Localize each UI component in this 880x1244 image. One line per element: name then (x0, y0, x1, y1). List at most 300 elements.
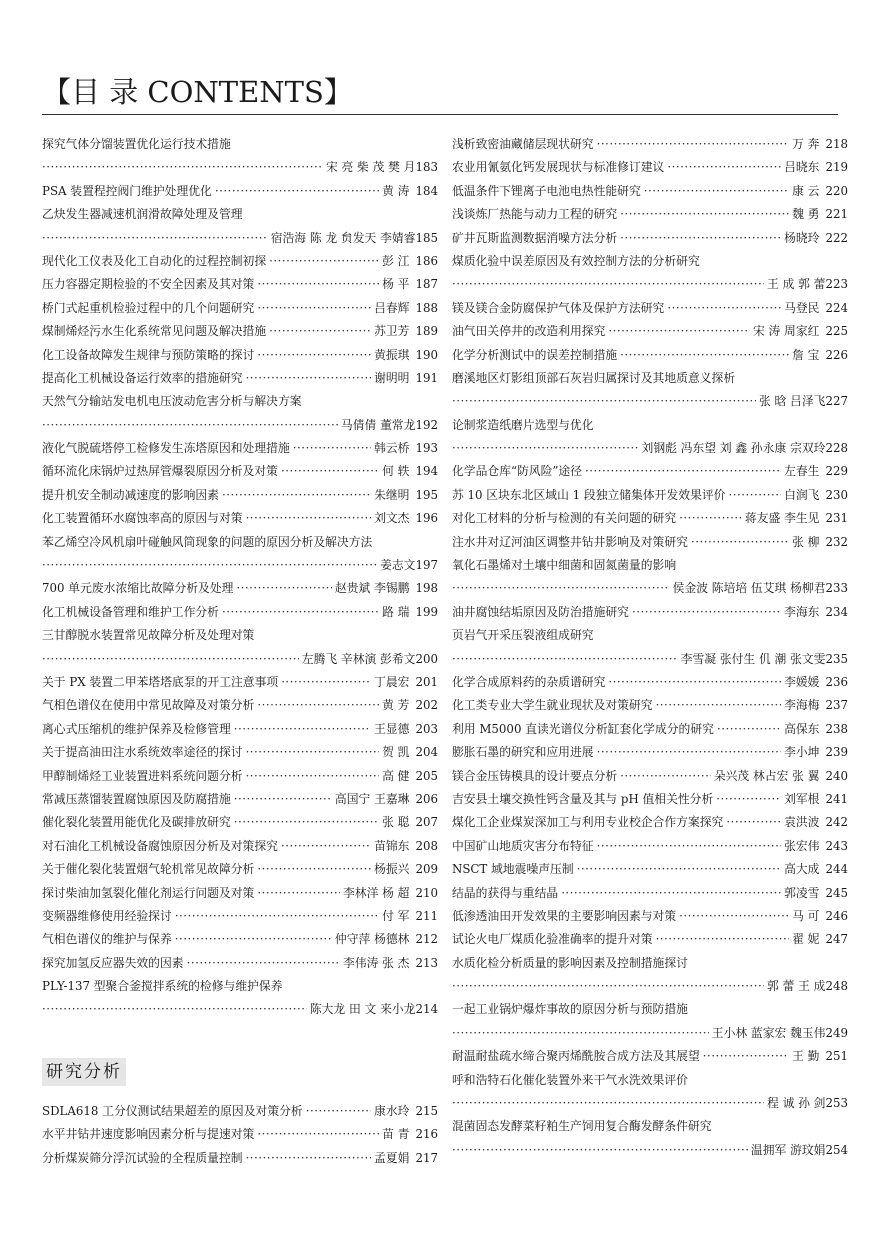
toc-entry-page: 207 (415, 815, 438, 830)
toc-entry-title: 循环流化床锅炉过热屏管爆裂原因分析及对策 (42, 464, 278, 479)
toc-entry-page: 229 (825, 464, 848, 479)
toc-entry-title: 对化工材料的分析与检测的有关问题的研究 (452, 511, 677, 526)
toc-entry (452, 694, 848, 717)
toc-entry-title: 探究气体分馏装置优化运行技术措施 (42, 137, 231, 151)
toc-entry-title: 耐温耐盐疏水缔合聚丙烯酰胺合成方法及其展望 (452, 1049, 700, 1064)
toc-entry (42, 905, 438, 928)
toc-entry-author-line (452, 577, 848, 600)
toc-entry-title-line (452, 414, 848, 437)
leader-dots (679, 507, 742, 530)
toc-entry-authors: 苗锦东 (374, 838, 410, 853)
toc-entry (452, 811, 848, 834)
leader-dots (452, 1092, 764, 1115)
toc-entry-title: 低渗透油田开发效果的主要影响因素与对策 (452, 908, 677, 923)
toc-entry-title: 油井腐蚀结垢原因及防治措施研究 (452, 604, 629, 619)
toc-entry-page: 197 (415, 558, 438, 573)
toc-entry (42, 297, 438, 320)
toc-entry (42, 718, 438, 741)
toc-entry-title: 结晶的获得与重结晶 (452, 885, 559, 900)
toc-entry-authors: 杨 平 (382, 277, 410, 292)
leader-dots (691, 531, 789, 554)
toc-entry-authors: 高 健 (382, 768, 410, 783)
toc-entry-page: 187 (415, 277, 438, 292)
toc-entry-page: 186 (415, 253, 438, 268)
leader-dots (175, 905, 379, 928)
toc-entry-page: 231 (825, 511, 848, 526)
toc-entry-authors: 赵贵斌 李锡鹏 (334, 581, 410, 596)
toc-entry-authors: 李林洋 杨 超 (342, 885, 410, 900)
toc-entry-authors: 杨晓玲 (784, 230, 820, 245)
toc-entry-page: 185 (415, 230, 438, 245)
leader-dots (452, 648, 678, 671)
toc-entry-authors: 张 晗 吕泽飞 (758, 394, 826, 409)
toc-entry-title: 化工类专业大学生就业现状及对策研究 (452, 698, 653, 713)
toc-entry-page: 234 (825, 604, 848, 619)
toc-entry-page: 190 (415, 347, 438, 362)
toc-entry-title: 提高化工机械设备运行效率的措施研究 (42, 370, 243, 385)
leader-dots (175, 928, 332, 951)
toc-entry-author-line (452, 975, 848, 998)
leader-dots (234, 811, 379, 834)
section-heading: 研究分析 (42, 1058, 126, 1086)
toc-entry-title: 关于 PX 装置二甲苯塔塔底泵的开工注意事项 (42, 674, 279, 689)
toc-entry-authors: 何 轶 (382, 464, 410, 479)
toc-entry-page: 200 (415, 651, 438, 666)
toc-entry (42, 765, 438, 788)
toc-list-left-bottom (42, 1100, 438, 1170)
toc-entry-authors: 刘文杰 (374, 511, 410, 526)
toc-entry-page: 189 (415, 324, 438, 339)
toc-entry-authors: 朱继明 (374, 487, 410, 502)
toc-entry (452, 741, 848, 764)
toc-entry-page: 213 (415, 955, 438, 970)
toc-entry-page: 210 (415, 885, 438, 900)
toc-entry-page: 242 (825, 815, 848, 830)
leader-dots (257, 694, 379, 717)
toc-entry-title: 煤质化验中误差原因及有效控制方法的分析研究 (452, 253, 700, 268)
toc-entry-author-line (452, 648, 848, 671)
toc-entry-authors: 孟夏娟 (374, 1150, 410, 1165)
toc-entry-authors: 左腾飞 辛林演 彭希文 (301, 651, 416, 666)
toc-entry-authors: 蒋友盛 李生见 (744, 511, 820, 526)
toc-entry-authors: 李海梅 (784, 698, 820, 713)
toc-entry (452, 718, 848, 741)
toc-entry-title: 现代化工仪表及化工自动化的过程控制初探 (42, 253, 267, 268)
toc-entry-title: 混菌固态发酵菜籽粕生产饲用复合酶发酵条件研究 (452, 1119, 712, 1134)
toc-entry-title: 气相色谱仪的维护与保养 (42, 932, 172, 947)
toc-entry (452, 671, 848, 694)
leader-dots (620, 227, 781, 250)
toc-entry-page: 184 (415, 183, 438, 198)
toc-entry-authors: 袁洪波 (784, 815, 820, 830)
toc-entry-page: 188 (415, 300, 438, 315)
leader-dots (236, 577, 331, 600)
toc-entry (452, 180, 848, 203)
toc-entry-page: 228 (825, 441, 848, 456)
toc-entry-author-line (452, 1022, 848, 1045)
toc-entry-title: 气相色谱仪在使用中常见故障及对策分析 (42, 698, 255, 713)
toc-entry-authors: 贺 凯 (382, 745, 410, 760)
toc-entry-page: 192 (415, 417, 438, 432)
toc-entry (452, 858, 848, 881)
toc-entry (42, 601, 438, 624)
toc-column-left (42, 133, 438, 1022)
toc-entry-authors: 李小坤 (784, 745, 820, 760)
toc-entry-title: 化学合成原料药的杂质谱研究 (452, 674, 606, 689)
toc-entry (42, 741, 438, 764)
toc-entry-authors: 谢明明 (374, 370, 410, 385)
toc-entry (452, 601, 848, 624)
toc-entry (42, 484, 438, 507)
toc-entry-title: 中国矿山地质灾害分布特征 (452, 838, 594, 853)
toc-entry (42, 788, 438, 811)
toc-entry-page: 251 (825, 1049, 848, 1064)
toc-entry-authors: 左春生 (784, 464, 820, 479)
leader-dots (656, 694, 782, 717)
leader-dots (577, 858, 781, 881)
toc-entry-authors: 张 柳 (792, 534, 820, 549)
toc-entry-authors: 彭 江 (382, 253, 410, 268)
toc-entry (42, 180, 438, 203)
toc-entry-title: 苯乙烯空冷风机扇叶碰触风筒现象的问题的原因分析及解决方法 (42, 534, 373, 549)
toc-entry-page: 216 (415, 1127, 438, 1142)
toc-entry-page: 235 (825, 651, 848, 666)
toc-entry-title-line (452, 1115, 848, 1138)
leader-dots (281, 460, 379, 483)
toc-entry (452, 531, 848, 554)
toc-entry-title: 油气田关停井的改造利用探究 (452, 324, 606, 339)
toc-entry-authors: 苏卫芳 (374, 324, 410, 339)
toc-entry (42, 882, 438, 905)
toc-entry (42, 1123, 438, 1146)
toc-entry-title: 化工装置循环水腐蚀率高的原因与对策 (42, 511, 243, 526)
page-title: 【目 录 CONTENTS】 (42, 75, 353, 109)
toc-entry (42, 273, 438, 296)
toc-entry (42, 1100, 438, 1123)
leader-dots (42, 554, 377, 577)
toc-entry (42, 320, 438, 343)
toc-entry-title-line (452, 554, 848, 577)
toc-entry (42, 694, 438, 717)
toc-entry-authors: 李海东 (784, 604, 820, 619)
toc-entry-authors: 温拥军 游玟娟 (750, 1142, 826, 1157)
toc-entry-page: 222 (825, 230, 848, 245)
toc-entry-author-line (452, 273, 848, 296)
toc-entry-page: 225 (825, 324, 848, 339)
toc-entry-page: 219 (825, 160, 848, 175)
toc-entry-page: 249 (825, 1025, 848, 1040)
toc-entry-authors: 宋 涛 周家红 (752, 324, 820, 339)
toc-entry-title: 提升机安全制动减速度的影响因素 (42, 487, 219, 502)
toc-entry (452, 297, 848, 320)
toc-entry-page: 198 (415, 581, 438, 596)
toc-entry (452, 928, 848, 951)
toc-entry-page: 208 (415, 838, 438, 853)
toc-entry (452, 227, 848, 250)
toc-entry (452, 788, 848, 811)
toc-entry-page: 233 (825, 581, 848, 596)
toc-entry-title: 利用 M5000 直读光谱仪分析缸套化学成分的研究 (452, 721, 714, 736)
toc-entry-title: 浅谈炼厂热能与动力工程的研究 (452, 207, 618, 222)
toc-entry-page: 254 (825, 1142, 848, 1157)
toc-entry-title: 化工机械设备管理和维护工作分析 (42, 604, 219, 619)
leader-dots (703, 1045, 789, 1068)
toc-entry-title: 氧化石墨烯对土壤中细菌和固氮菌量的影响 (452, 558, 677, 573)
toc-entry-page: 241 (825, 791, 848, 806)
toc-entry-title: PSA 装置程控阀门维护处理优化 (42, 183, 212, 198)
toc-entry-authors: 程 诚 孙 剑 (767, 1096, 826, 1111)
toc-entry-page: 217 (415, 1150, 438, 1165)
toc-entry-page: 243 (825, 838, 848, 853)
leader-dots (293, 437, 371, 460)
toc-entry-title: 压力容器定期检验的不安全因素及其对策 (42, 277, 255, 292)
toc-entry (42, 928, 438, 951)
toc-column-right (452, 133, 848, 1162)
toc-entry-page: 209 (415, 862, 438, 877)
toc-entry-authors: 王 成 郭 蕾 (767, 277, 826, 292)
toc-entry-page: 224 (825, 300, 848, 315)
leader-dots (728, 484, 781, 507)
toc-entry-authors: 翟 妮 (792, 932, 820, 947)
toc-entry-title: 探讨柴油加氢裂化催化剂运行问题及对策 (42, 885, 255, 900)
leader-dots (246, 367, 372, 390)
toc-entry-page: 194 (415, 464, 438, 479)
toc-entry-authors: 宋 亮 柴 茂 樊 月 (325, 160, 416, 175)
toc-entry-authors: 张 聪 (382, 815, 410, 830)
toc-entry (452, 344, 848, 367)
toc-entry-page: 206 (415, 791, 438, 806)
toc-entry-authors: 宿浩海 陈 龙 贠发天 李婧睿 (270, 230, 416, 245)
toc-entry-author-line (42, 648, 438, 671)
toc-entry-page: 223 (825, 277, 848, 292)
leader-dots (234, 718, 371, 741)
toc-entry (42, 367, 438, 390)
toc-entry-page: 218 (825, 137, 848, 151)
toc-entry-authors: 陈大龙 田 文 来小龙 (309, 1002, 416, 1017)
toc-entry-authors: 吕晓东 (784, 160, 820, 175)
toc-entry (42, 460, 438, 483)
leader-dots (620, 344, 789, 367)
toc-entry-authors: 仲守萍 杨德林 (334, 932, 410, 947)
toc-entry-page: 201 (415, 674, 438, 689)
leader-dots (246, 765, 380, 788)
toc-entry-authors: 路 瑞 (382, 604, 410, 619)
leader-dots (644, 180, 789, 203)
toc-entry-page: 202 (415, 698, 438, 713)
toc-entry (42, 1147, 438, 1170)
toc-entry-title: 甲醇制烯烃工业装置进料系统问题分析 (42, 768, 243, 783)
toc-entry-title: 关于催化裂化装置烟气轮机常见故障分析 (42, 862, 255, 877)
toc-entry (452, 484, 848, 507)
toc-entry (452, 1045, 848, 1068)
toc-entry-title: 乙炔发生器减速机润滑故障处理及管理 (42, 207, 243, 222)
toc-entry (452, 156, 848, 179)
leader-dots (452, 390, 756, 413)
toc-entry (42, 952, 438, 975)
toc-entry-page: 226 (825, 347, 848, 362)
toc-entry-authors: 侯金波 陈培培 伍艾琪 杨柳君 (672, 581, 826, 596)
leader-dots (42, 227, 268, 250)
toc-entry-page: 237 (825, 698, 848, 713)
header-rule (42, 114, 838, 115)
toc-entry-page: 195 (415, 487, 438, 502)
toc-entry-title: 关于提高油田注水系统效率途径的探讨 (42, 745, 243, 760)
leader-dots (281, 835, 371, 858)
toc-entry-title: 苏 10 区块东北区域山 1 段独立储集体开发效果评价 (452, 487, 726, 502)
toc-entry-title: 注水井对辽河油区调整井钻井影响及对策研究 (452, 534, 688, 549)
toc-entry-title: 常减压蒸馏装置腐蚀原因及防腐措施 (42, 791, 231, 806)
toc-entry-page: 232 (825, 534, 848, 549)
leader-dots (257, 882, 340, 905)
toc-entry (452, 882, 848, 905)
leader-dots (452, 1139, 748, 1162)
toc-entry-authors: 康水玲 (374, 1104, 410, 1118)
toc-entry-page: 220 (825, 183, 848, 198)
toc-entry-authors: 魏 勇 (792, 207, 820, 222)
toc-entry-page: 253 (825, 1096, 848, 1111)
toc-entry-title: 水质化检分析质量的影响因素及控制措施探讨 (452, 955, 688, 970)
toc-entry-page: 191 (415, 370, 438, 385)
toc-entry-page: 205 (415, 768, 438, 783)
toc-entry-page: 247 (825, 932, 848, 947)
toc-entry-page: 211 (415, 908, 438, 923)
toc-entry-title: 磨溪地区灯影组顶部石灰岩归属探讨及其地质意义探析 (452, 370, 736, 385)
toc-entry-title: 桥门式起重机检验过程中的几个问题研究 (42, 300, 255, 315)
leader-dots (679, 905, 789, 928)
toc-entry-authors: 丁晨宏 (374, 674, 410, 689)
leader-dots (257, 297, 371, 320)
toc-entry-page: 236 (825, 674, 848, 689)
toc-entry-title: 镁及镁合金防腐保护气体及保护方法研究 (452, 300, 665, 315)
toc-entry-page: 221 (825, 207, 848, 222)
toc-entry-page: 246 (825, 908, 848, 923)
toc-entry-authors: 李雪凝 张付生 仉 潮 张文雯 (680, 651, 826, 666)
toc-entry-title: 液化气脱硫塔停工检修发生冻塔原因和处理措施 (42, 441, 290, 456)
leader-dots (257, 1123, 379, 1146)
leader-dots (726, 811, 781, 834)
leader-dots (42, 998, 307, 1021)
toc-entry-page: 183 (415, 160, 438, 175)
toc-entry-title: 吉安县土壤交换性钙含量及其与 pH 值相关性分析 (452, 791, 714, 806)
leader-dots (716, 788, 781, 811)
toc-entry-title: 低温条件下锂离子电池电热性能研究 (452, 183, 641, 198)
leader-dots (656, 928, 790, 951)
leader-dots (215, 180, 379, 203)
toc-entry-title: 三甘醇脱水装置常见故障分析及处理对策 (42, 628, 255, 643)
leader-dots (281, 671, 371, 694)
toc-entry-title-line (42, 133, 438, 156)
leader-dots (306, 1100, 371, 1123)
toc-entry-author-line (42, 998, 438, 1021)
toc-entry-title: 煤制烯烃污水生化系统常见问题及解决措施 (42, 324, 267, 339)
toc-entry-title: 离心式压缩机的维护保养及检修管理 (42, 721, 231, 736)
toc-entry-page: 244 (825, 862, 848, 877)
toc-entry-title-line (452, 952, 848, 975)
toc-entry (42, 811, 438, 834)
toc-entry-page: 245 (825, 885, 848, 900)
toc-entry-page: 239 (825, 745, 848, 760)
toc-entry-authors: 郭凌雪 (784, 885, 820, 900)
toc-entry-title: 变频器维修使用经验探讨 (42, 908, 172, 923)
toc-entry-page: 227 (825, 394, 848, 409)
leader-dots (597, 133, 790, 156)
toc-entry (452, 460, 848, 483)
toc-entry-page: 240 (825, 768, 848, 783)
toc-entry-page: 248 (825, 979, 848, 994)
toc-entry-authors: 詹 宝 (792, 347, 820, 362)
toc-entry-title: 对石油化工机械设备腐蚀原因分析及对策探究 (42, 838, 278, 853)
toc-entry-title: 呼和浩特石化催化装置外来干气水洗效果评价 (452, 1072, 688, 1087)
toc-entry (452, 765, 848, 788)
leader-dots (667, 297, 781, 320)
leader-dots (269, 320, 371, 343)
leader-dots (452, 975, 764, 998)
toc-entry-author-line (452, 437, 848, 460)
leader-dots (452, 437, 639, 460)
toc-entry (42, 671, 438, 694)
toc-entry (42, 344, 438, 367)
toc-entry-author-line (42, 554, 438, 577)
leader-dots (632, 601, 781, 624)
toc-entry-authors: 马倩倩 董常龙 (340, 417, 416, 432)
toc-header (42, 68, 842, 118)
toc-list-left-top (42, 133, 438, 1022)
toc-entry-page: 230 (825, 487, 848, 502)
toc-entry-page: 214 (415, 1002, 438, 1017)
toc-entry-title: 700 单元废水浓缩比故障分析及处理 (42, 581, 234, 596)
toc-entry-page: 212 (415, 932, 438, 947)
toc-entry-authors: 王小林 蓝家宏 魏玉伟 (711, 1025, 826, 1040)
leader-dots (269, 250, 379, 273)
toc-entry-page: 204 (415, 745, 438, 760)
leader-dots (234, 788, 332, 811)
leader-dots (42, 156, 323, 179)
toc-entry-page: 193 (415, 441, 438, 456)
leader-dots (608, 671, 781, 694)
toc-entry-title: 浅析致密油藏储层现状研究 (452, 137, 594, 151)
toc-entry-title: SDLA618 工分仪测试结果超差的原因及对策分析 (42, 1104, 303, 1118)
toc-entry-title-line (452, 998, 848, 1021)
leader-dots (246, 507, 372, 530)
toc-entry-authors: 马 可 (792, 908, 820, 923)
toc-entry-title-line (42, 975, 438, 998)
toc-entry-title-line (42, 624, 438, 647)
leader-dots (717, 718, 781, 741)
toc-entry-title: 膨胀石墨的研究和应用进展 (452, 745, 594, 760)
toc-entry-page: 203 (415, 721, 438, 736)
toc-entry-title-line (452, 250, 848, 273)
toc-entry-title: 矿井瓦斯监测数据消噪方法分析 (452, 230, 618, 245)
toc-entry (42, 250, 438, 273)
toc-entry-title: 农业用氰氨化钙发展现状与标准修订建议 (452, 160, 665, 175)
toc-entry-title-line (42, 390, 438, 413)
toc-column-left-bottom (42, 1100, 438, 1170)
toc-entry-authors: 白润飞 (784, 487, 820, 502)
leader-dots (620, 765, 711, 788)
toc-list-right (452, 133, 848, 1162)
toc-entry-authors: 苗 青 (382, 1127, 410, 1142)
leader-dots (608, 320, 750, 343)
leader-dots (452, 273, 764, 296)
toc-entry-authors: 刘钢彪 冯东望 刘 鑫 孙永康 宗双玲 (641, 441, 826, 456)
toc-entry (42, 507, 438, 530)
leader-dots (452, 1022, 709, 1045)
toc-entry (42, 437, 438, 460)
toc-entry-page: 215 (415, 1104, 438, 1118)
toc-entry-page: 238 (825, 721, 848, 736)
toc-entry-authors: 吕春辉 (374, 300, 410, 315)
toc-entry-title-line (452, 367, 848, 390)
